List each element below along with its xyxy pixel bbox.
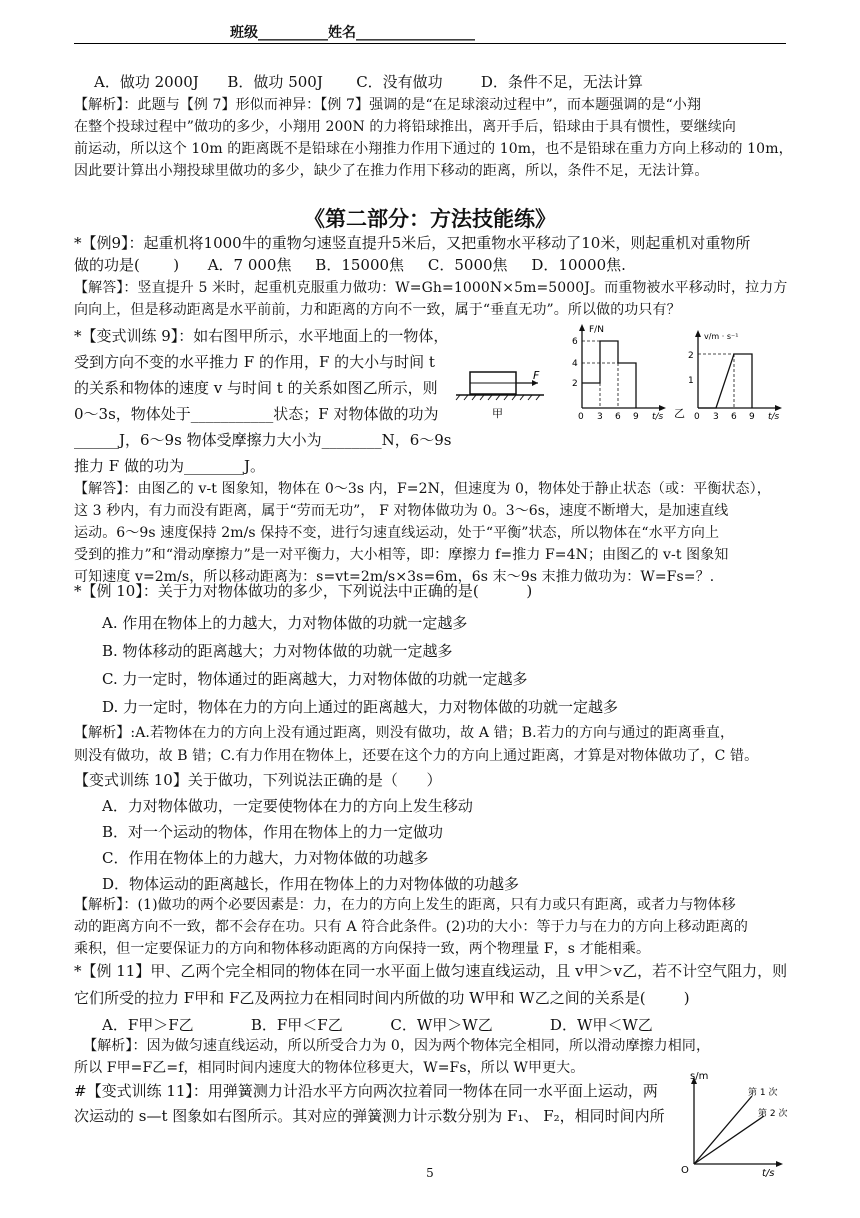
var10-analysis-2: 动的距离方向不一致，都不会存在功。只有 A 符合此条件。(2)功的大小：等于力与在力的方向上移动距离的 bbox=[74, 919, 748, 935]
vt-tick-0: 0 bbox=[694, 412, 700, 420]
var9-line-4: 0～3s，物体处于___________状态；F 对物体做的功为 bbox=[74, 405, 439, 423]
var9-answer-5: 可知速度 v=2m/s，所以移动距离为：s=vt=2m/s×3s=6m，6s 末～9s 末推力做功为：W=Fs=？． bbox=[74, 569, 724, 585]
var10-question: 【变式训练 10】关于做功，下列说法正确的是（ ） bbox=[74, 771, 442, 789]
prev-question-options: A．做功 2000J B．做功 500J C．没有做功 D．条件不足，无法计算 bbox=[94, 73, 643, 91]
vt-tick-3: 3 bbox=[713, 412, 719, 420]
section-title: 《第二部分：方法技能练》 bbox=[304, 206, 556, 231]
first-run-label: 第 1 次 bbox=[748, 1088, 778, 1098]
ex10-analysis-2: 则没有做功，故 B 错；C.有力作用在物体上，还要在这个力的方向上通过距离，才算是对物体做功了，C 错。 bbox=[74, 748, 759, 764]
ex10-question: *【例 10】：关于力对物体做功的多少，下列说法中正确的是( ) bbox=[74, 582, 533, 600]
ft-t-axis-label: t/s bbox=[652, 412, 664, 420]
ex10-option-c: C. 力一定时，物体通过的距离越大，力对物体做的功就一定越多 bbox=[102, 670, 528, 688]
ex10-analysis-1: 【解析】:A.若物体在力的方向上没有通过距离，则没有做功，故 A 错；B.若力的方向与通过的距离垂直， bbox=[74, 725, 735, 741]
v-axis-label: v/m · s⁻¹ bbox=[704, 332, 739, 341]
header-rule bbox=[74, 43, 786, 44]
v-tick-1: 1 bbox=[688, 376, 694, 386]
jia-label: 甲 bbox=[492, 407, 503, 420]
var10-analysis-3: 乘积，但一定要保证力的方向和物体移动距离的方向保持一致，两个物理量 F，s 才能相乘。 bbox=[74, 941, 651, 957]
v-tick-2: 2 bbox=[688, 351, 694, 361]
var10-analysis-1: 【解析】：(1)做功的两个必要因素是：力，在力的方向上发生的距离，只有力或只有距离，或者力与物体移 bbox=[74, 897, 736, 913]
var9-figure bbox=[452, 320, 792, 420]
ex11-analysis-1: 【解析】：因为做匀速直线运动，所以所受合力为 0，因为两个物体完全相同，所以滑动摩擦力相同， bbox=[74, 1038, 711, 1054]
f-axis-label: F/N bbox=[589, 325, 604, 335]
ex11-line-2: 它们所受的拉力 F甲和 F乙及两拉力在相同时间内所做的功 W甲和 W乙之间的关系是( ) bbox=[74, 989, 690, 1007]
page-number: 5 bbox=[426, 1166, 434, 1180]
prev-analysis-line-1: 【解析】：此题与【例 7】形似而神异：【例 7】强调的是“在足球滚动过程中”，而本题强调的是“小翔 bbox=[74, 97, 702, 113]
ft-tick-0: 0 bbox=[578, 412, 584, 420]
var9-answer-2: 这 3 秒内，有力而没有距离，属于“劳而无功”， F 对物体做功为 0。3～6s，速度不断增大，是加速直线 bbox=[74, 503, 729, 519]
var11-line-2: 次运动的 s—t 图象如右图所示。其对应的弹簧测力计示数分别为 F₁、 F₂，相同时间内所 bbox=[74, 1107, 665, 1125]
st-t-axis-label: t/s bbox=[762, 1168, 775, 1178]
var9-answer-3: 运动。6～9s 速度保持 2m/s 保持不变，进行匀速直线运动，处于“平衡”状态，所以物体在“水平方向上 bbox=[74, 525, 720, 541]
var9-line-6: 推力 F 做的功为________J。 bbox=[74, 457, 265, 475]
ex9-answer-2: 向向上，但是移动距离是水平前前，力和距离的方向不一致，属于“垂直无功”。所以做的功只有？ bbox=[74, 302, 681, 318]
origin-label: O bbox=[681, 1165, 689, 1176]
var9-line-5: ______J，6～9s 物体受摩擦力大小为________N，6～9s bbox=[74, 431, 452, 449]
block-diagram bbox=[456, 369, 544, 420]
var10-option-d: D．物体运动的距离越长，作用在物体上的力对物体做的功越多 bbox=[102, 875, 520, 893]
force-label: F bbox=[533, 369, 540, 382]
yi-label: 乙 bbox=[674, 407, 685, 420]
vt-t-axis-label: t/s bbox=[768, 412, 780, 420]
var9-answer-4: 受到的推力”和“滑动摩擦力”是一对平衡力，大小相等，即：摩擦力 f=推力 F=4N；由图乙的 v-t 图象知 bbox=[74, 547, 729, 563]
var9-line-1: *【变式训练 9】：如右图甲所示，水平地面上的一物体， bbox=[74, 327, 449, 345]
vt-tick-6: 6 bbox=[731, 412, 737, 420]
s-axis-label: s/m bbox=[690, 1071, 709, 1082]
f-tick-6: 6 bbox=[572, 337, 578, 347]
f-tick-4: 4 bbox=[572, 359, 578, 369]
var10-option-c: C．作用在物体上的力越大，力对物体做的功越多 bbox=[102, 849, 429, 867]
var9-line-3: 的关系和物体的速度 v 与时间 t 的关系如图乙所示，则 bbox=[74, 379, 438, 397]
ex9-line-1: *【例9】：起重机将1000牛的重物匀速竖直提升5米后，又把重物水平移动了10米，则起重机对重物所 bbox=[74, 234, 751, 252]
ex11-options: A．F甲＞F乙 B．F甲＜F乙 C．W甲＞W乙 D．W甲＜W乙 bbox=[102, 1016, 653, 1034]
ex11-analysis-2: 所以 F甲=F乙=f，相同时间内速度大的物体位移更大，W=Fs，所以 W甲更大。 bbox=[74, 1060, 585, 1076]
var10-option-b: B．对一个运动的物体，作用在物体上的力一定做功 bbox=[102, 823, 444, 841]
ex9-answer-1: 【解答】：竖直提升 5 米时，起重机克服重力做功：W=Gh=1000N×5m=5000J。而重物被水平移动时，拉力方 bbox=[74, 280, 788, 296]
v-t-graph bbox=[688, 330, 782, 420]
var11-line-1: #【变式训练 11】：用弹簧测力计沿水平方向两次拉着同一物体在同一水平面上运动，两 bbox=[74, 1082, 658, 1100]
ex10-option-d: D. 力一定时，物体在力的方向上通过的距离越大，力对物体做的功就一定越多 bbox=[102, 698, 619, 716]
ft-tick-6: 6 bbox=[615, 412, 621, 420]
prev-analysis-line-4: 因此要计算出小翔投球里做功的多少，缺少了在推力作用下移动的距离，所以，条件不足，无法计算。 bbox=[74, 163, 709, 179]
f-tick-2: 2 bbox=[572, 379, 578, 389]
ex9-line-2: 做的功是( ) A．7 000焦 B．15000焦 C．5000焦 D．10000焦. bbox=[74, 256, 626, 274]
var10-option-a: A．力对物体做功，一定要使物体在力的方向上发生移动 bbox=[102, 797, 473, 815]
f-t-graph bbox=[572, 324, 666, 420]
prev-analysis-line-3: 前运动，所以这个 10m 的距离既不是铅球在小翔推力作用下通过的 10m，也不是铅球在重力方向上移动的 10m， bbox=[74, 141, 793, 157]
ft-tick-3: 3 bbox=[597, 412, 603, 420]
var9-answer-1: 【解答】：由图乙的 v-t 图象知，物体在 0～3s 内，F=2N，但速度为 0，物体处于静止状态（或：平衡状态）， bbox=[74, 481, 771, 497]
class-name-header: 班级__________姓名_________________ bbox=[230, 25, 475, 41]
var9-line-2: 受到方向不变的水平推力 F 的作用，F 的大小与时间 t bbox=[74, 353, 435, 371]
ex10-option-b: B. 物体移动的距离越大；力对物体做的功就一定越多 bbox=[102, 642, 453, 660]
second-run-label: 第 2 次 bbox=[758, 1109, 788, 1119]
ex10-option-a: A. 作用在物体上的力越大，力对物体做的功就一定越多 bbox=[102, 614, 468, 632]
s-t-graph bbox=[678, 1068, 790, 1178]
ft-tick-9: 9 bbox=[633, 412, 639, 420]
prev-analysis-line-2: 在整个投球过程中”做功的多少，小翔用 200N 的力将铅球推出，离开手后，铅球由于具有惯性，要继续向 bbox=[74, 119, 737, 135]
ex11-line-1: *【例 11】甲、乙两个完全相同的物体在同一水平面上做匀速直线运动，且 v甲＞v乙，若不计空气阻力，则 bbox=[74, 962, 788, 980]
vt-tick-9: 9 bbox=[749, 412, 755, 420]
